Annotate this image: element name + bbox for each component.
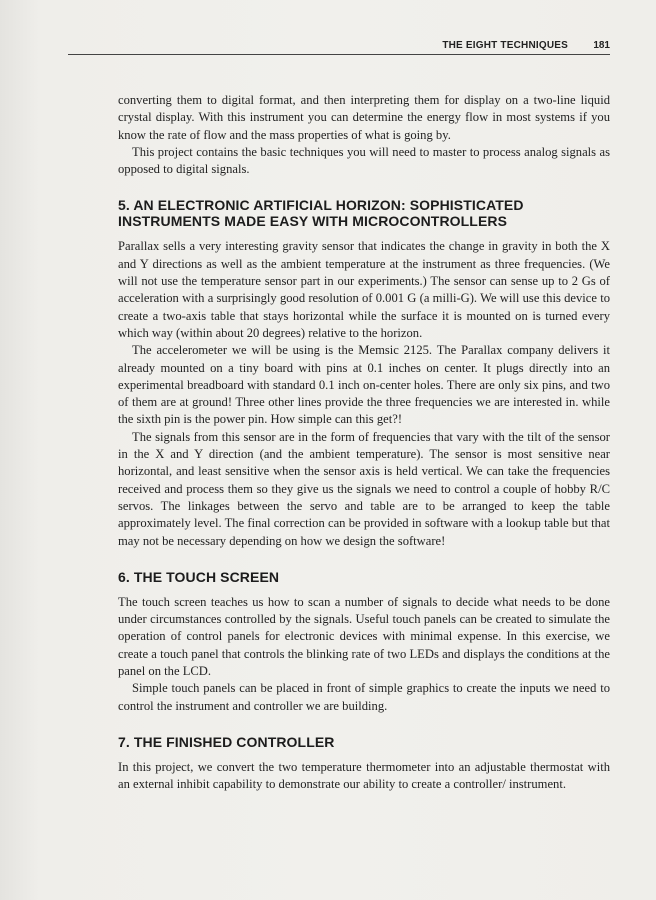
page-body <box>118 92 610 794</box>
section-6-heading: 6. THE TOUCH SCREEN <box>118 568 280 585</box>
page-number: 181 <box>593 40 610 51</box>
section-5-paragraph-3: The signals from this sensor are in the form of frequencies that vary with the tilt of the sensor in the X and Y direction (and the ambient temperature). The sensor is most sensitive near horizontal, and least sensitive when the sensor axis is held vertical. We can take the frequencies received and process them so they give us the signals we need to control a couple of hobby R/C servos. The linkages between the servo and table are to be arranged to keep the table approximately level. The final correction can be provided in software with a lookup table but that may not be necessary depending on how we design the software! <box>118 429 610 548</box>
section-6-paragraph-1: The touch screen teaches us how to scan a number of signals to decide what needs to be done under circumstances controlled by the signals. Useful touch panels can be created to simulate the operation of control panels for electronic devices with minimal expense. In this exercise, we create a touch panel that controls the blinking rate of two LEDs and displays the conditions at the panel on the LCD. <box>118 594 610 679</box>
section-5-heading: 5. AN ELECTRONIC ARTIFICIAL HORIZON: SOPHISTICATED INSTRUMENTS MADE EASY WITH MICROCONTROLLERS <box>118 197 524 230</box>
paragraph-intro-2: This project contains the basic techniques you will need to master to process analog signals as opposed to digital signals. <box>118 144 610 177</box>
page-header <box>68 40 610 55</box>
section-7-paragraph-1: In this project, we convert the two temperature thermometer into an adjustable thermostat with an external inhibit capability to demonstrate our ability to create a controller/ instrument. <box>118 759 610 792</box>
paragraph-intro-1: converting them to digital format, and then interpreting them for display on a two-line liquid crystal display. With this instrument you can determine the energy flow in most systems if you know the rate of flow and the mass properties of what is going by. <box>118 93 610 142</box>
section-6-paragraph-2: Simple touch panels can be placed in front of simple graphics to create the inputs we need to control the instrument and controller we are building. <box>118 681 610 713</box>
running-head: THE EIGHT TECHNIQUES <box>442 40 568 51</box>
section-5-paragraph-2: The accelerometer we will be using is the Memsic 2125. The Parallax company delivers it already mounted on a tiny board with pins at 0.1 inches on center. It plugs directly into an experimental breadboard with standard 0.1 inch on-center holes. There are only six pins, and two of them are at ground! Three other lines provide the three frequencies we are interested in. while the sixth pin is the power pin. How simple can this get?! <box>118 343 610 427</box>
section-5-paragraph-1: Parallax sells a very interesting gravity sensor that indicates the change in gravity in both the X and Y directions as well as the ambient temperature at the instrument as three frequencies. (We will not use the temperature sensor part in our experiments.) The sensor can sense up to 2 Gs of acceleration with a surprisingly good resolution of 0.001 G (a milli-G). We will use this device to create a two-axis table that stays horizontal while the surface it is mounted on is turned every which way (within about 20 degrees) relative to the horizon. <box>118 239 610 340</box>
section-7-heading: 7. THE FINISHED CONTROLLER <box>118 733 335 750</box>
